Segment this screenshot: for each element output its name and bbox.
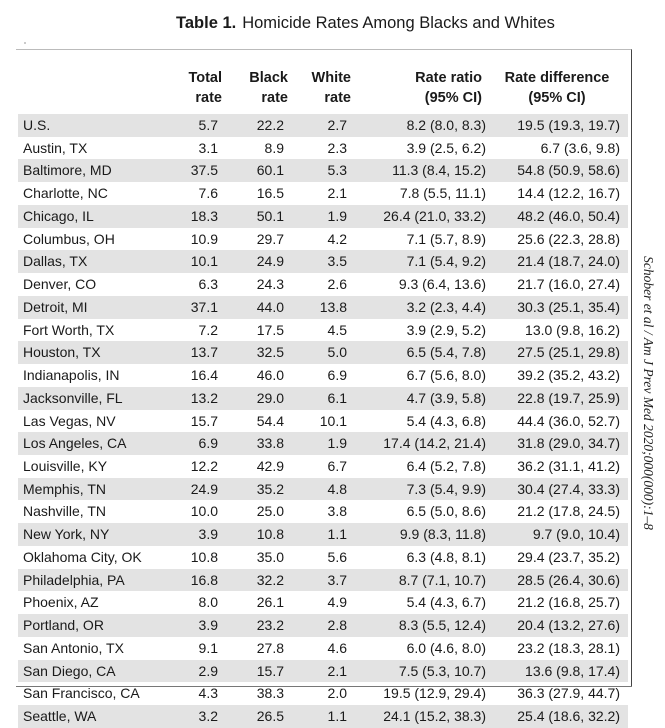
total-rate-cell: 10.8 [190, 548, 218, 565]
white-rate-cell: 1.1 [296, 523, 358, 546]
white-rate-cell: 4.6 [327, 639, 347, 656]
table-row [18, 228, 628, 251]
location-cell: Columbus, OH [23, 230, 115, 247]
journal-citation: Schober et al / Am J Prev Med 2020;000(000):1–8 [641, 256, 656, 530]
white-rate-cell: 10.1 [319, 412, 347, 429]
decorative-dot [24, 42, 26, 44]
white-rate-header-line: White [311, 70, 351, 86]
total-rate-cell: 7.6 [198, 185, 218, 202]
table-row [18, 591, 628, 614]
black-rate-cell: 60.1 [226, 159, 296, 182]
table-row [18, 660, 628, 683]
table-row [18, 182, 628, 205]
white-rate-cell: 2.8 [296, 614, 358, 637]
black-rate-header [226, 68, 296, 114]
black-rate-cell: 24.9 [226, 250, 296, 273]
rate-ratio-cell: 6.7 (5.6, 8.0) [406, 367, 486, 384]
table-body [18, 114, 628, 728]
location-cell: Phoenix, AZ [23, 594, 99, 611]
rate-difference-cell: 23.2 (18.3, 28.1) [517, 639, 620, 656]
rate-ratio-cell: 6.4 (5.2, 7.8) [406, 458, 486, 475]
total-rate-header-line: Total [188, 70, 222, 86]
rate-difference-cell: 44.4 (36.0, 52.7) [517, 412, 620, 429]
location-cell: New York, NY [18, 523, 158, 546]
total-rate-cell: 10.0 [190, 503, 218, 520]
black-rate-cell: 24.3 [256, 276, 284, 293]
table-row [18, 432, 628, 455]
location-cell: San Francisco, CA [23, 685, 140, 702]
black-rate-cell: 29.7 [256, 230, 284, 247]
location-header [18, 68, 158, 114]
white-rate-cell: 4.9 [327, 594, 347, 611]
white-rate-cell: 1.1 [296, 705, 358, 728]
total-rate-cell: 3.9 [158, 523, 226, 546]
location-cell: Louisville, KY [23, 458, 108, 475]
rate-ratio-header-line: (95% CI) [424, 90, 482, 106]
total-rate-cell: 5.7 [158, 114, 226, 137]
rate-ratio-cell: 4.7 (3.9, 5.8) [358, 387, 486, 410]
rate-difference-cell: 6.7 (3.6, 9.8) [540, 139, 620, 156]
total-rate-cell: 9.1 [198, 639, 218, 656]
black-rate-cell: 35.2 [226, 478, 296, 501]
white-rate-header-line: rate [324, 90, 351, 106]
table-row [18, 410, 628, 433]
location-cell: Jacksonville, FL [18, 387, 158, 410]
rate-difference-cell: 31.8 (29.0, 34.7) [486, 432, 628, 455]
black-rate-cell: 17.5 [256, 321, 284, 338]
black-rate-cell: 22.2 [226, 114, 296, 137]
rate-ratio-cell: 7.5 (5.3, 10.7) [358, 660, 486, 683]
rate-ratio-cell: 19.5 (12.9, 29.4) [383, 685, 486, 702]
table-row [18, 364, 628, 387]
table-label: Table 1. [176, 14, 237, 32]
black-rate-cell: 23.2 [226, 614, 296, 637]
total-rate-cell: 3.1 [198, 139, 218, 156]
location-cell: Memphis, TN [18, 478, 158, 501]
location-cell: Seattle, WA [18, 705, 158, 728]
table-row [18, 614, 628, 637]
rate-ratio-cell: 8.7 (7.1, 10.7) [358, 569, 486, 592]
rate-difference-cell: 36.2 (31.1, 41.2) [517, 458, 620, 475]
black-rate-cell: 10.8 [226, 523, 296, 546]
white-rate-cell: 1.9 [296, 205, 358, 228]
table-row [18, 637, 628, 660]
table-title [176, 14, 555, 33]
white-rate-cell: 2.0 [327, 685, 347, 702]
black-rate-header-line: Black [249, 70, 288, 86]
rate-ratio-cell: 8.3 (5.5, 12.4) [358, 614, 486, 637]
rate-ratio-cell: 7.3 (5.4, 9.9) [358, 478, 486, 501]
black-rate-cell: 29.0 [226, 387, 296, 410]
white-rate-cell: 6.9 [327, 367, 347, 384]
white-rate-cell: 2.1 [296, 660, 358, 683]
black-rate-cell: 42.9 [256, 458, 284, 475]
total-rate-cell: 7.2 [198, 321, 218, 338]
bottom-rule [16, 686, 632, 687]
black-rate-cell: 44.0 [226, 296, 296, 319]
rate-ratio-cell: 6.0 (4.6, 8.0) [406, 639, 486, 656]
rate-difference-cell: 54.8 (50.9, 58.6) [486, 159, 628, 182]
black-rate-cell: 33.8 [226, 432, 296, 455]
white-rate-cell: 2.3 [327, 139, 347, 156]
white-rate-cell: 6.1 [296, 387, 358, 410]
black-rate-cell: 25.0 [256, 503, 284, 520]
location-cell: Houston, TX [18, 341, 158, 364]
location-cell: Charlotte, NC [23, 185, 108, 202]
white-rate-cell: 2.7 [296, 114, 358, 137]
rate-ratio-header [358, 68, 486, 114]
rate-ratio-header-line: Rate ratio [415, 70, 482, 86]
total-rate-cell: 6.3 [198, 276, 218, 293]
rate-difference-cell: 21.2 (17.8, 24.5) [517, 503, 620, 520]
rate-difference-cell: 36.3 (27.9, 44.7) [517, 685, 620, 702]
black-rate-cell: 38.3 [256, 685, 284, 702]
location-cell: Chicago, IL [18, 205, 158, 228]
rate-difference-cell: 9.7 (9.0, 10.4) [486, 523, 628, 546]
table-row [18, 114, 628, 137]
total-rate-cell: 3.9 [158, 614, 226, 637]
total-rate-cell: 4.3 [198, 685, 218, 702]
location-cell: Portland, OR [18, 614, 158, 637]
rate-ratio-cell: 5.4 (4.3, 6.7) [406, 594, 486, 611]
rate-ratio-cell: 9.3 (6.4, 13.6) [398, 276, 486, 293]
white-rate-cell: 3.7 [296, 569, 358, 592]
rate-ratio-cell: 26.4 (21.0, 33.2) [358, 205, 486, 228]
location-cell: Fort Worth, TX [23, 321, 115, 338]
table-row [18, 159, 628, 182]
total-rate-cell: 2.9 [158, 660, 226, 683]
total-rate-cell: 12.2 [190, 458, 218, 475]
table-row [18, 523, 628, 546]
rate-difference-cell: 14.4 (12.2, 16.7) [517, 185, 620, 202]
rate-ratio-cell: 9.9 (8.3, 11.8) [358, 523, 486, 546]
rate-ratio-cell: 11.3 (8.4, 15.2) [358, 159, 486, 182]
white-rate-cell: 4.8 [296, 478, 358, 501]
white-rate-cell: 13.8 [296, 296, 358, 319]
location-cell: Las Vegas, NV [23, 412, 116, 429]
rate-ratio-cell: 7.1 (5.4, 9.2) [358, 250, 486, 273]
rate-difference-cell: 13.6 (9.8, 17.4) [486, 660, 628, 683]
black-rate-cell: 8.9 [264, 139, 284, 156]
table-row [18, 387, 628, 410]
total-rate-cell: 37.1 [158, 296, 226, 319]
rate-ratio-cell: 24.1 (15.2, 38.3) [358, 705, 486, 728]
total-rate-cell: 10.9 [190, 230, 218, 247]
rate-ratio-cell: 6.5 (5.0, 8.6) [406, 503, 486, 520]
black-rate-cell: 32.2 [226, 569, 296, 592]
rate-ratio-cell: 3.9 (2.9, 5.2) [406, 321, 486, 338]
white-rate-cell: 5.3 [296, 159, 358, 182]
table-row [18, 273, 628, 296]
black-rate-cell: 16.5 [256, 185, 284, 202]
total-rate-header-line: rate [195, 90, 222, 106]
white-rate-cell: 4.5 [327, 321, 347, 338]
rate-difference-cell: 28.5 (26.4, 30.6) [486, 569, 628, 592]
total-rate-cell: 18.3 [158, 205, 226, 228]
table-row [18, 137, 628, 160]
black-rate-cell: 27.8 [256, 639, 284, 656]
location-cell: Dallas, TX [18, 250, 158, 273]
location-cell: Denver, CO [23, 276, 97, 293]
white-rate-cell: 4.2 [327, 230, 347, 247]
total-rate-cell: 10.1 [158, 250, 226, 273]
location-cell: Philadelphia, PA [18, 569, 158, 592]
black-rate-cell: 35.0 [256, 548, 284, 565]
location-cell: Oklahoma City, OK [23, 548, 142, 565]
table-title-text: Homicide Rates Among Blacks and Whites [242, 14, 555, 32]
white-rate-cell: 3.5 [296, 250, 358, 273]
black-rate-cell: 32.5 [226, 341, 296, 364]
total-rate-cell: 15.7 [190, 412, 218, 429]
total-rate-cell: 13.2 [158, 387, 226, 410]
rate-difference-cell: 48.2 (46.0, 50.4) [486, 205, 628, 228]
rate-ratio-cell: 7.8 (5.5, 11.1) [399, 185, 486, 202]
location-cell: San Antonio, TX [23, 639, 124, 656]
rate-difference-cell: 39.2 (35.2, 43.2) [517, 367, 620, 384]
black-rate-cell: 46.0 [256, 367, 284, 384]
rate-difference-cell: 21.7 (16.0, 27.4) [517, 276, 620, 293]
table-row [18, 546, 628, 569]
total-rate-cell: 8.0 [198, 594, 218, 611]
location-cell: Detroit, MI [18, 296, 158, 319]
table-row [18, 319, 628, 342]
table-row [18, 478, 628, 501]
table-row [18, 705, 628, 728]
location-cell: Austin, TX [23, 139, 88, 156]
rate-ratio-cell: 3.9 (2.5, 6.2) [406, 139, 486, 156]
rate-ratio-cell: 7.1 (5.7, 8.9) [406, 230, 486, 247]
rate-difference-cell: 19.5 (19.3, 19.7) [486, 114, 628, 137]
white-rate-cell: 6.7 [327, 458, 347, 475]
location-cell: U.S. [18, 114, 158, 137]
location-cell: Nashville, TN [23, 503, 106, 520]
total-rate-header [158, 68, 226, 114]
white-rate-header [296, 68, 358, 114]
total-rate-cell: 37.5 [158, 159, 226, 182]
table-row [18, 205, 628, 228]
rate-difference-cell: 13.0 (9.8, 16.2) [525, 321, 620, 338]
white-rate-cell: 2.6 [327, 276, 347, 293]
white-rate-cell: 3.8 [327, 503, 347, 520]
rate-difference-cell: 21.4 (18.7, 24.0) [486, 250, 628, 273]
location-cell: Indianapolis, IN [23, 367, 120, 384]
total-rate-cell: 3.2 [158, 705, 226, 728]
table-row [18, 250, 628, 273]
rate-difference-header-line: Rate difference [504, 70, 610, 86]
rate-ratio-cell: 6.5 (5.4, 7.8) [358, 341, 486, 364]
white-rate-cell: 2.1 [327, 185, 347, 202]
location-cell: Los Angeles, CA [18, 432, 158, 455]
rate-difference-cell: 21.2 (16.8, 25.7) [517, 594, 620, 611]
white-rate-cell: 1.9 [296, 432, 358, 455]
table-row [18, 569, 628, 592]
location-cell: San Diego, CA [18, 660, 158, 683]
rate-difference-cell: 20.4 (13.2, 27.6) [486, 614, 628, 637]
rate-ratio-cell: 8.2 (8.0, 8.3) [358, 114, 486, 137]
rate-ratio-cell: 3.2 (2.3, 4.4) [358, 296, 486, 319]
rate-difference-header [486, 68, 628, 114]
total-rate-cell: 16.8 [158, 569, 226, 592]
rate-ratio-cell: 6.3 (4.8, 8.1) [406, 548, 486, 565]
rate-difference-cell: 22.8 (19.7, 25.9) [486, 387, 628, 410]
black-rate-header-line: rate [261, 90, 288, 106]
table-row [18, 500, 628, 523]
table-row [18, 455, 628, 478]
total-rate-cell: 6.9 [158, 432, 226, 455]
rate-ratio-cell: 17.4 (14.2, 21.4) [358, 432, 486, 455]
black-rate-cell: 26.1 [256, 594, 284, 611]
black-rate-cell: 54.4 [256, 412, 284, 429]
rate-difference-cell: 25.4 (18.6, 32.2) [486, 705, 628, 728]
black-rate-cell: 15.7 [226, 660, 296, 683]
table-row [18, 296, 628, 319]
rate-difference-cell: 27.5 (25.1, 29.8) [486, 341, 628, 364]
table-header-row [18, 68, 628, 114]
rate-difference-cell: 30.4 (27.4, 33.3) [486, 478, 628, 501]
rate-difference-cell: 29.4 (23.7, 35.2) [517, 548, 620, 565]
rate-difference-cell: 25.6 (22.3, 28.8) [517, 230, 620, 247]
total-rate-cell: 13.7 [158, 341, 226, 364]
rate-ratio-cell: 5.4 (4.3, 6.8) [406, 412, 486, 429]
rate-difference-cell: 30.3 (25.1, 35.4) [486, 296, 628, 319]
black-rate-cell: 26.5 [226, 705, 296, 728]
white-rate-cell: 5.0 [296, 341, 358, 364]
rate-difference-header-line: (95% CI) [528, 90, 586, 106]
total-rate-cell: 16.4 [190, 367, 218, 384]
total-rate-cell: 24.9 [158, 478, 226, 501]
table-row [18, 341, 628, 364]
black-rate-cell: 50.1 [226, 205, 296, 228]
white-rate-cell: 5.6 [327, 548, 347, 565]
location-cell: Baltimore, MD [18, 159, 158, 182]
homicide-rates-table [18, 68, 628, 728]
